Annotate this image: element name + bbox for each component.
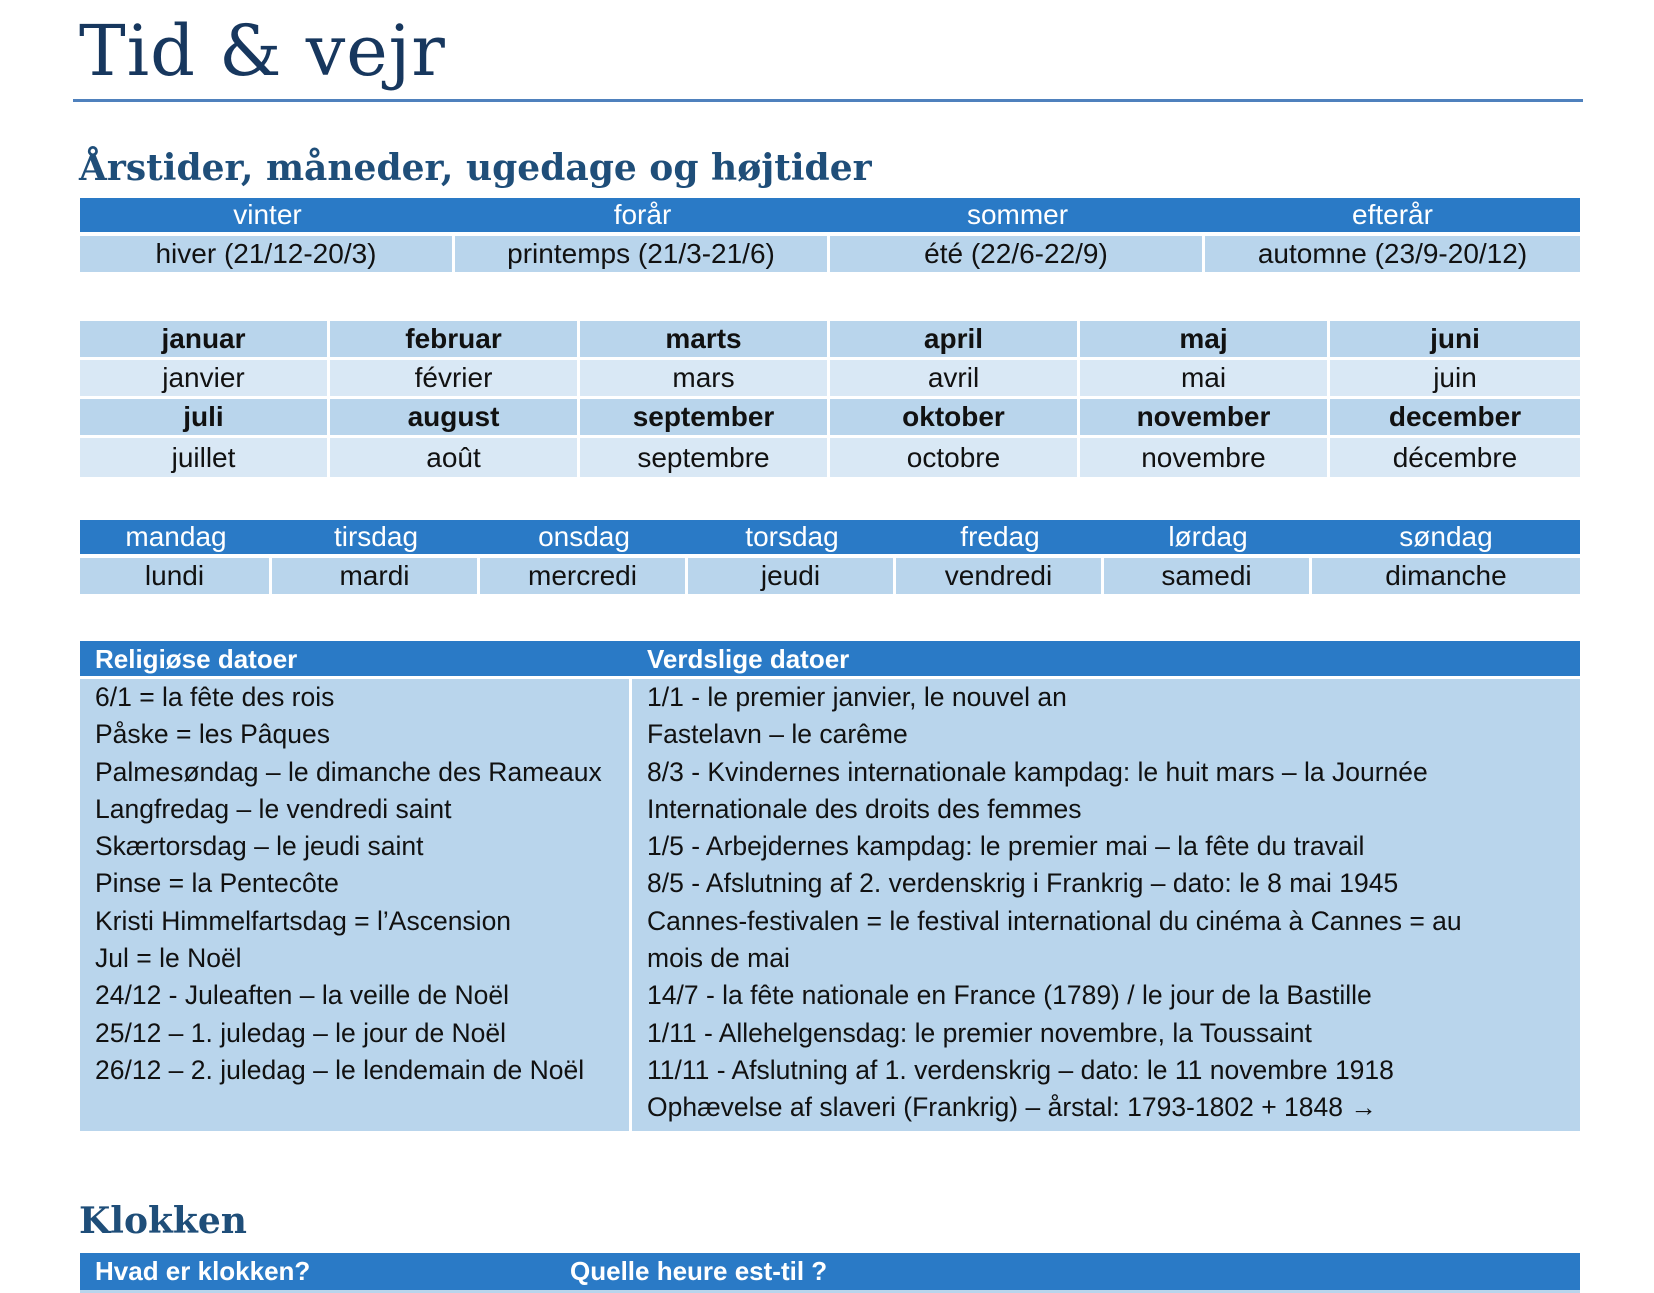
month-danish: september xyxy=(580,399,830,438)
weekday-danish: torsdag xyxy=(688,520,896,558)
season-french: automne (23/9-20/12) xyxy=(1205,236,1580,272)
month-danish: marts xyxy=(580,321,830,360)
secular-date-item: 11/11 - Afslutning af 1. verdenskrig – dato: le 11 novembre 1918 xyxy=(647,1054,1394,1085)
month-french: avril xyxy=(830,360,1080,399)
season-french: printemps (21/3-21/6) xyxy=(455,236,830,272)
page-title: Tid & vejr xyxy=(79,10,446,92)
religious-dates-header: Religiøse datoer xyxy=(95,644,298,674)
month-french: février xyxy=(330,360,580,399)
month-french: novembre xyxy=(1080,438,1330,477)
religious-date-item: 6/1 = la fête des rois xyxy=(95,682,335,712)
secular-date-item: Ophævelse af slaveri (Frankrig) – årstal: 1793-1802 + 1848 → xyxy=(647,1092,1377,1123)
religious-date-item: Palmesøndag – le dimanche des Rameaux xyxy=(95,756,602,787)
month-danish: august xyxy=(330,399,580,438)
secular-date-item: 1/1 - le premier janvier, le nouvel an xyxy=(647,682,1067,712)
month-danish: juni xyxy=(1330,321,1580,360)
weekday-french: mercredi xyxy=(480,558,688,594)
weekdays-table xyxy=(80,520,1580,594)
weekday-french: vendredi xyxy=(896,558,1104,594)
weekday-danish: lørdag xyxy=(1104,520,1312,558)
month-danish: juli xyxy=(80,399,330,438)
month-danish: maj xyxy=(1080,321,1330,360)
religious-date-item: 26/12 – 2. juledag – le lendemain de Noël xyxy=(95,1054,585,1085)
secular-date-item: Fastelavn – le carême xyxy=(647,719,908,750)
weekday-danish: søndag xyxy=(1312,520,1580,558)
religious-date-item: Påske = les Pâques xyxy=(95,719,330,750)
weekday-danish: fredag xyxy=(896,520,1104,558)
secular-dates-column xyxy=(632,679,1580,1131)
season-danish: vinter xyxy=(80,198,455,236)
holidays-table xyxy=(80,641,1580,1131)
season-french: été (22/6-22/9) xyxy=(830,236,1205,272)
weekday-danish: onsdag xyxy=(480,520,688,558)
holidays-table-header xyxy=(80,641,1580,679)
clock-header-french: Quelle heure est-til ? xyxy=(570,1256,828,1286)
season-danish: sommer xyxy=(830,198,1205,236)
seasons-table xyxy=(80,198,1580,272)
clock-table-header xyxy=(80,1253,1580,1293)
season-danish: efterår xyxy=(1205,198,1580,236)
clock-header-danish: Hvad er klokken? xyxy=(95,1256,311,1286)
secular-date-item: Cannes-festivalen = le festival international du cinéma à Cannes = au xyxy=(647,905,1462,936)
weekday-french: samedi xyxy=(1104,558,1312,594)
title-divider xyxy=(73,99,1583,102)
weekday-danish: mandag xyxy=(80,520,272,558)
month-danish: december xyxy=(1330,399,1580,438)
religious-date-item: Skærtorsdag – le jeudi saint xyxy=(95,831,424,862)
religious-dates-column xyxy=(80,679,632,1131)
secular-date-item: 8/3 - Kvindernes internationale kampdag: le huit mars – la Journée xyxy=(647,756,1428,787)
month-french: mai xyxy=(1080,360,1330,399)
month-danish: april xyxy=(830,321,1080,360)
religious-date-item: 25/12 – 1. juledag – le jour de Noël xyxy=(95,1017,507,1048)
month-french: juin xyxy=(1330,360,1580,399)
religious-date-item: Pinse = la Pentecôte xyxy=(95,868,339,899)
season-french: hiver (21/12-20/3) xyxy=(80,236,455,272)
month-french: septembre xyxy=(580,438,830,477)
month-danish: november xyxy=(1080,399,1330,438)
month-french: juillet xyxy=(80,438,330,477)
month-danish: januar xyxy=(80,321,330,360)
secular-date-item: 14/7 - la fête nationale en France (1789) / le jour de la Bastille xyxy=(647,980,1372,1011)
season-danish: forår xyxy=(455,198,830,236)
weekday-french: dimanche xyxy=(1312,558,1580,594)
section-heading-seasons: Årstider, måneder, ugedage og højtider xyxy=(79,147,872,189)
secular-date-item: mois de mai xyxy=(647,943,790,974)
weekday-french: jeudi xyxy=(688,558,896,594)
month-french: octobre xyxy=(830,438,1080,477)
secular-date-item: 1/5 - Arbejdernes kampdag: le premier mai – la fête du travail xyxy=(647,831,1365,862)
month-danish: februar xyxy=(330,321,580,360)
weekday-danish: tirsdag xyxy=(272,520,480,558)
secular-dates-header: Verdslige datoer xyxy=(647,644,850,674)
month-danish: oktober xyxy=(830,399,1080,438)
month-french: mars xyxy=(580,360,830,399)
month-french: août xyxy=(330,438,580,477)
religious-date-item: Jul = le Noël xyxy=(95,943,242,974)
religious-date-item: Langfredag – le vendredi saint xyxy=(95,793,452,824)
secular-date-item: 8/5 - Afslutning af 2. verdenskrig i Frankrig – dato: le 8 mai 1945 xyxy=(647,868,1399,899)
secular-date-item: 1/11 - Allehelgensdag: le premier novembre, la Toussaint xyxy=(647,1017,1312,1048)
secular-date-item: Internationale des droits des femmes xyxy=(647,793,1082,824)
weekday-french: lundi xyxy=(80,558,272,594)
weekday-french: mardi xyxy=(272,558,480,594)
month-french: janvier xyxy=(80,360,330,399)
month-french: décembre xyxy=(1330,438,1580,477)
section-heading-clock: Klokken xyxy=(79,1200,247,1242)
months-table xyxy=(80,321,1580,477)
religious-date-item: Kristi Himmelfartsdag = l’Ascension xyxy=(95,905,512,936)
religious-date-item: 24/12 - Juleaften – la veille de Noël xyxy=(95,980,509,1011)
